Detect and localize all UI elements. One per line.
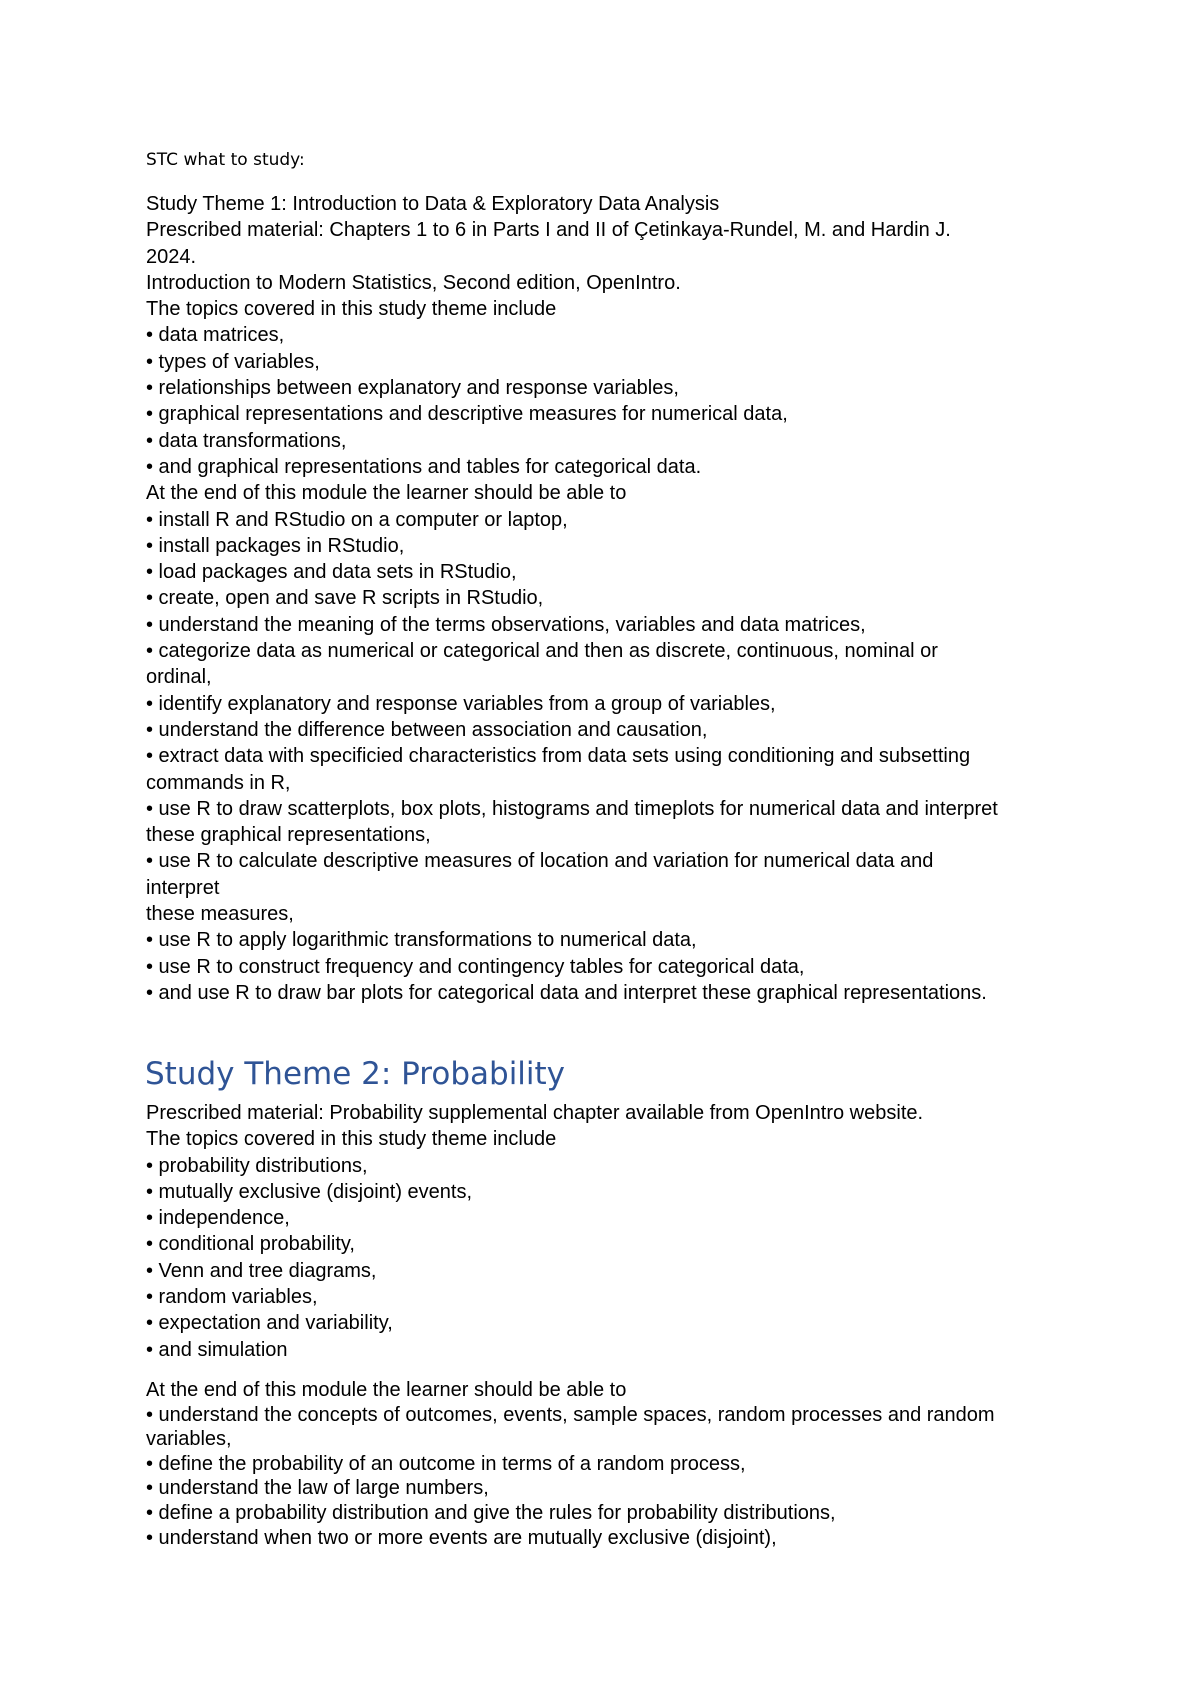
text-line: • data matrices, xyxy=(146,324,285,347)
text-line: these measures, xyxy=(146,903,294,926)
text-line: • define the probability of an outcome in terms of a random process, xyxy=(146,1452,746,1475)
text-line: • Venn and tree diagrams, xyxy=(146,1259,377,1282)
text-line: • load packages and data sets in RStudio, xyxy=(146,561,517,584)
text-line: ordinal, xyxy=(146,666,212,689)
text-line: • probability distributions, xyxy=(146,1154,368,1177)
text-line: • define a probability distribution and give the rules for probability distributions, xyxy=(146,1501,836,1524)
text-line: • use R to calculate descriptive measures of location and variation for numerical data and xyxy=(146,850,934,873)
text-line: • and simulation xyxy=(146,1338,288,1361)
study-theme-2-heading: Study Theme 2: Probability xyxy=(145,1056,566,1092)
study-theme-1-section xyxy=(146,191,1066,1006)
text-line: • use R to draw scatterplots, box plots, histograms and timeplots for numerical data and interpret xyxy=(146,797,998,820)
text-line: At the end of this module the learner should be able to xyxy=(146,1379,627,1401)
text-line: Introduction to Modern Statistics, Second edition, OpenIntro. xyxy=(146,271,681,294)
text-line: • data transformations, xyxy=(146,429,347,452)
text-line: • understand the concepts of outcomes, events, sample spaces, random processes and random xyxy=(146,1403,995,1426)
text-line: • independence, xyxy=(146,1207,290,1230)
text-line: 2024. xyxy=(146,245,197,268)
text-line: • mutually exclusive (disjoint) events, xyxy=(146,1180,473,1203)
text-line: • use R to apply logarithmic transformations to numerical data, xyxy=(146,929,697,952)
text-line: • understand the meaning of the terms observations, variables and data matrices, xyxy=(146,613,866,636)
text-line: these graphical representations, xyxy=(146,824,431,847)
text-line: • understand when two or more events are mutually exclusive (disjoint), xyxy=(146,1526,777,1549)
text-line: Study Theme 1: Introduction to Data & Exploratory Data Analysis xyxy=(146,193,720,215)
study-theme-2-topics xyxy=(146,1100,1066,1363)
text-line: At the end of this module the learner should be able to xyxy=(146,482,627,505)
text-line: • and graphical representations and tables for categorical data. xyxy=(146,455,702,478)
text-line: • expectation and variability, xyxy=(146,1312,393,1335)
text-line: The topics covered in this study theme include xyxy=(146,1128,557,1151)
text-line: commands in R, xyxy=(146,771,291,794)
text-line: variables, xyxy=(146,1428,232,1451)
text-line: • and use R to draw bar plots for categorical data and interpret these graphical representations. xyxy=(146,981,987,1004)
text-line: • conditional probability, xyxy=(146,1233,355,1256)
text-line: • types of variables, xyxy=(146,350,320,373)
text-line: The topics covered in this study theme include xyxy=(146,298,557,321)
text-line: Prescribed material: Probability supplemental chapter available from OpenIntro website. xyxy=(146,1102,924,1124)
text-line: • understand the difference between association and causation, xyxy=(146,718,708,741)
text-line: • create, open and save R scripts in RStudio, xyxy=(146,587,544,610)
text-line: • extract data with specificied characteristics from data sets using conditioning and subsetting xyxy=(146,745,971,768)
text-line: • identify explanatory and response variables from a group of variables, xyxy=(146,692,776,715)
text-line: • install packages in RStudio, xyxy=(146,534,405,557)
text-line: • random variables, xyxy=(146,1286,318,1309)
study-theme-2-outcomes xyxy=(146,1378,1066,1550)
text-line: • understand the law of large numbers, xyxy=(146,1477,489,1500)
text-line: • use R to construct frequency and contingency tables for categorical data, xyxy=(146,955,805,978)
text-line: • install R and RStudio on a computer or laptop, xyxy=(146,508,568,531)
text-line: interpret xyxy=(146,876,220,899)
text-line: • relationships between explanatory and response variables, xyxy=(146,377,679,400)
text-line: • categorize data as numerical or categorical and then as discrete, continuous, nominal or xyxy=(146,640,938,663)
text-line: Prescribed material: Chapters 1 to 6 in Parts I and II of Çetinkaya-Rundel, M. and Hardin J. xyxy=(146,219,951,242)
text-line: • graphical representations and descriptive measures for numerical data, xyxy=(146,403,788,426)
document-title: STC what to study: xyxy=(146,150,305,170)
